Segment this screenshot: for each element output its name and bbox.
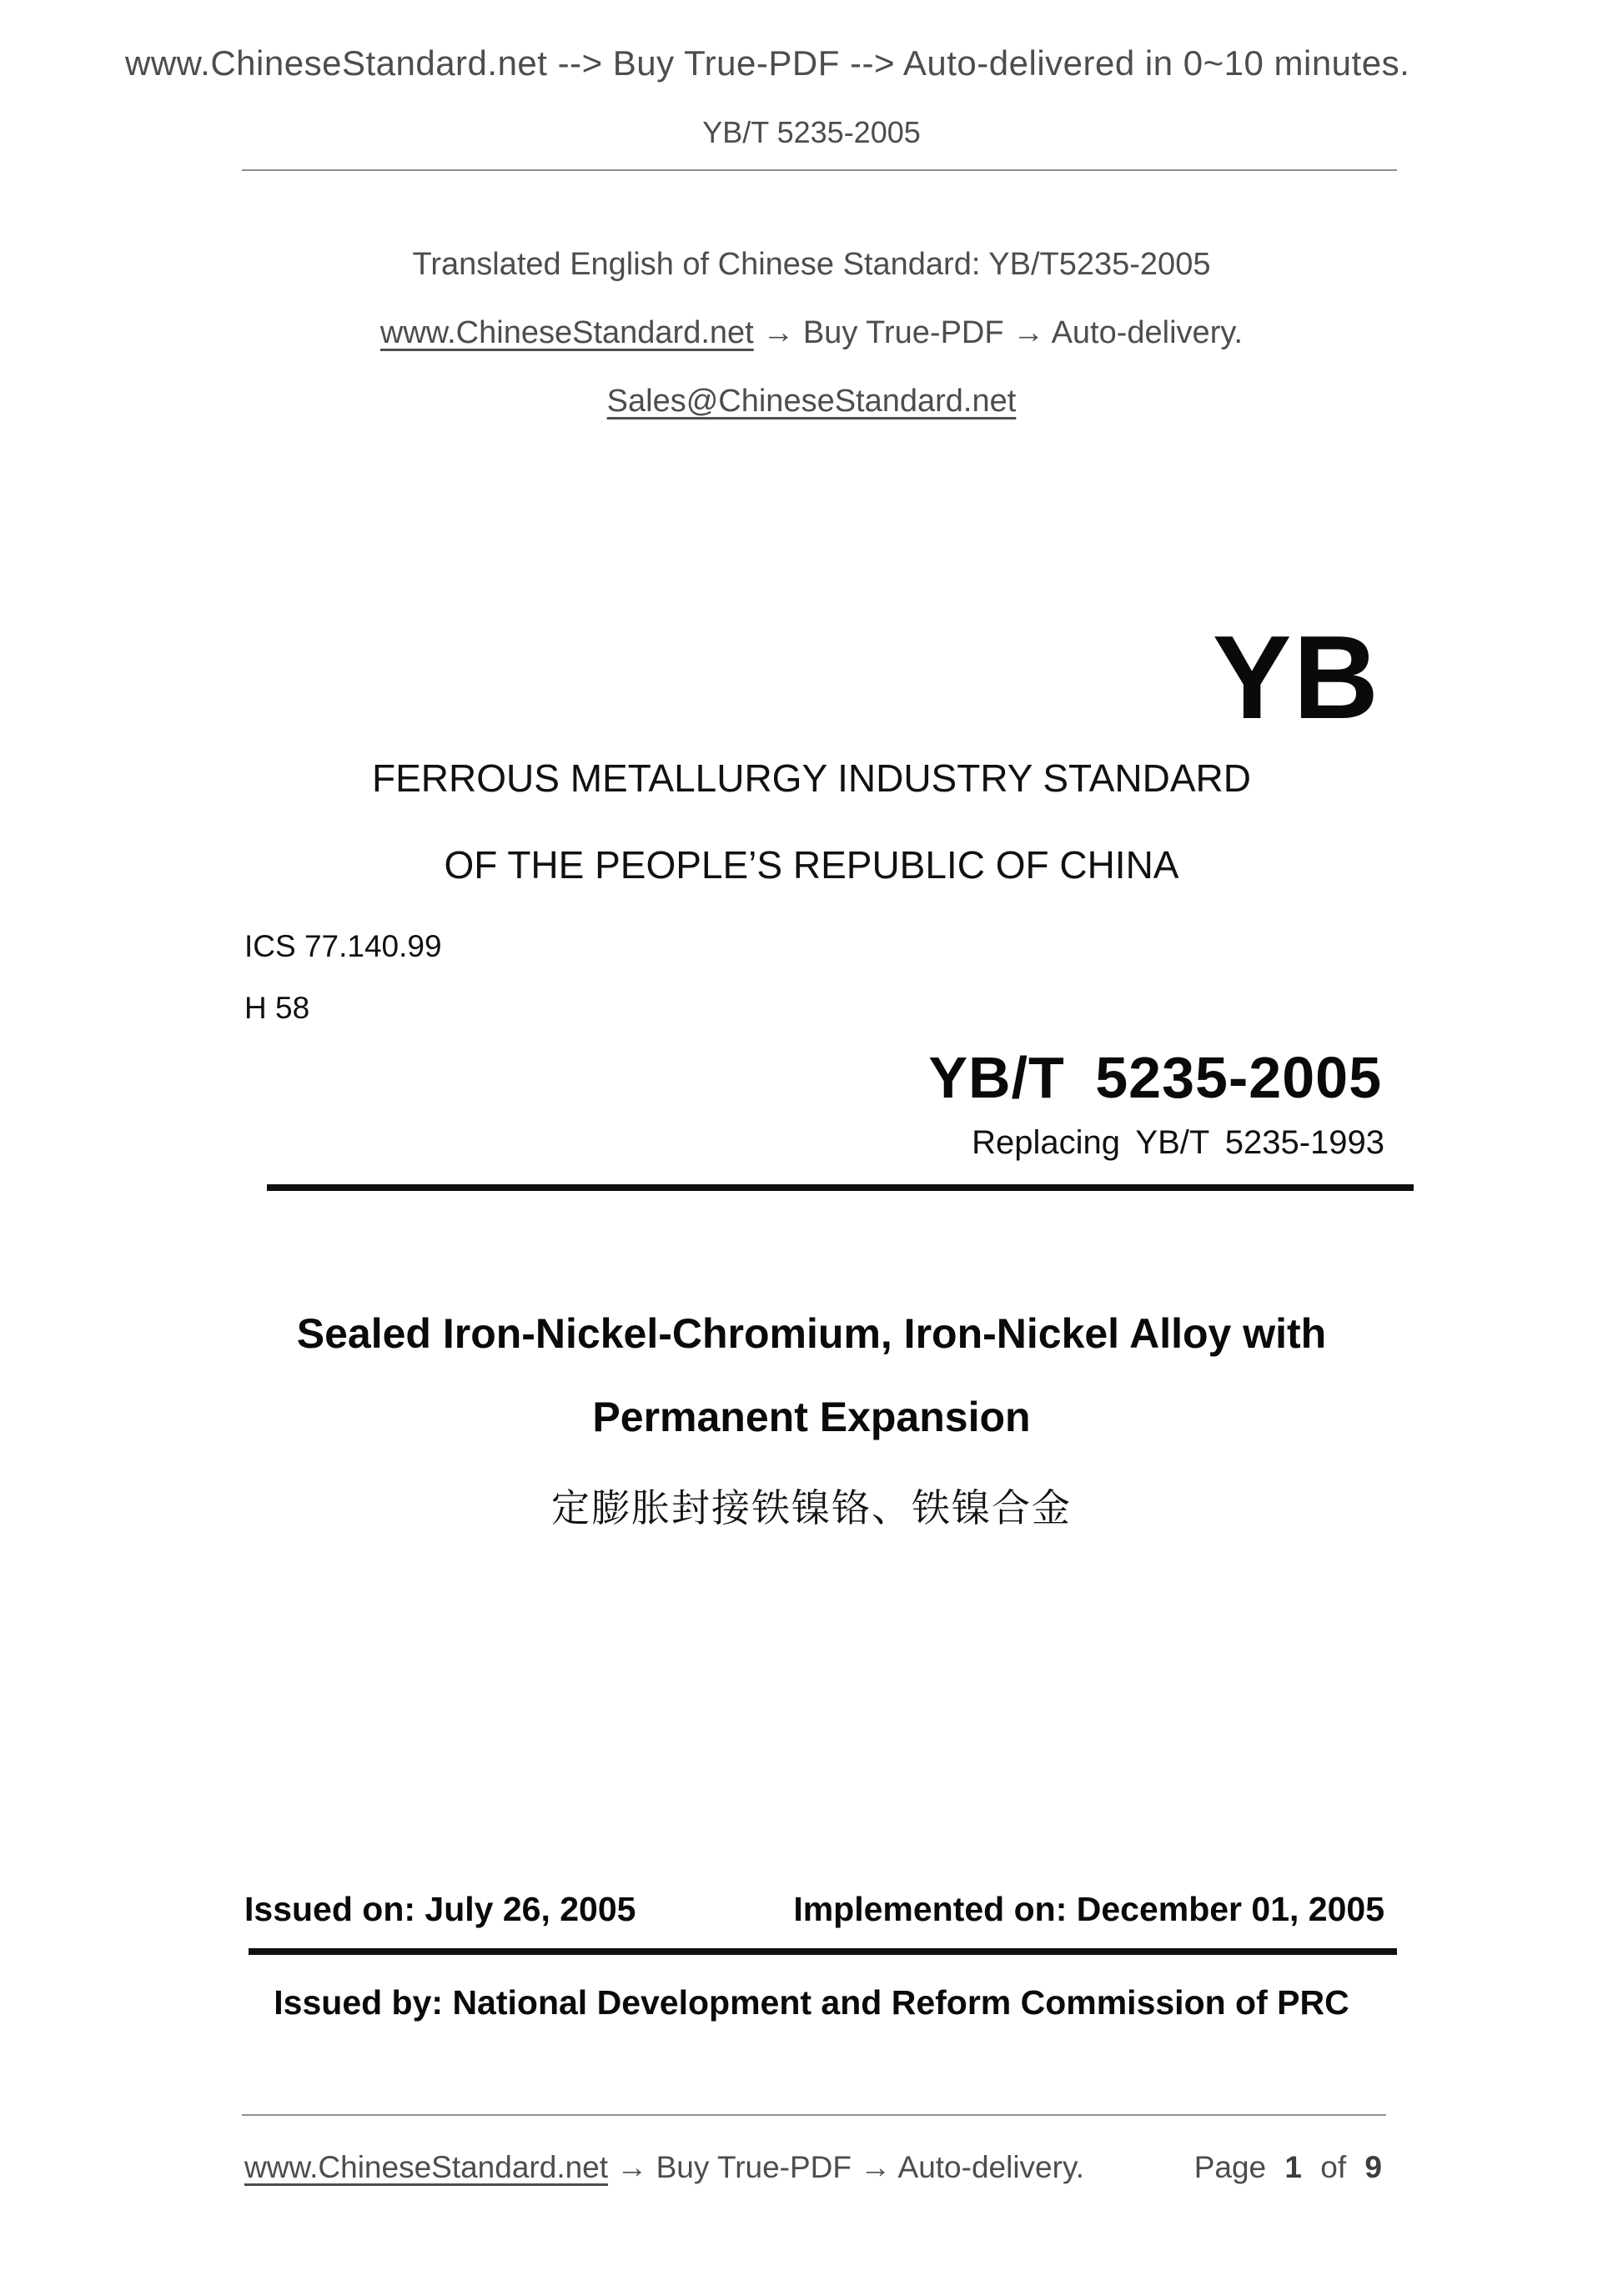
- document-title-line1: Sealed Iron-Nickel-Chromium, Iron-Nickel Alloy with: [296, 1310, 1327, 1357]
- header-doc-code: YB/T 5235-2005: [702, 115, 921, 149]
- classification-code: H 58: [244, 991, 310, 1025]
- yb-logo: YB: [1212, 611, 1380, 744]
- page-total: 9: [1364, 2150, 1382, 2184]
- buy-pdf-line: [0, 315, 1623, 351]
- footer-chinesestandard-link[interactable]: www.ChineseStandard.net: [244, 2150, 609, 2184]
- buy-pdf-line-rest: → Buy True-PDF → Auto-delivery.: [753, 315, 1244, 350]
- footer-row: [244, 2150, 1382, 2185]
- page-of-label: of: [1320, 2150, 1347, 2184]
- sales-email-line: [0, 384, 1623, 420]
- standard-org-line1: FERROUS METALLURGY INDUSTRY STANDARD: [372, 756, 1251, 800]
- sales-email-link[interactable]: Sales@ChineseStandard.net: [606, 384, 1017, 419]
- implemented-on-date: Implemented on: December 01, 2005: [793, 1890, 1384, 1928]
- replacing-note: Replacing YB/T 5235-1993: [972, 1124, 1384, 1161]
- page-label: Page: [1193, 2150, 1267, 2184]
- document-title-line2: Permanent Expansion: [592, 1394, 1031, 1440]
- page-indicator: [1194, 2150, 1382, 2185]
- dates-divider-rule: [249, 1948, 1397, 1955]
- footer-buy-line-rest: → Buy True-PDF → Auto-delivery.: [608, 2150, 1084, 2184]
- footer-buy-line: [244, 2150, 1084, 2185]
- header-tagline: www.ChineseStandard.net --> Buy True-PDF --> Auto-delivered in 0~10 minutes.: [125, 43, 1410, 83]
- standard-number: YB/T 5235-2005: [928, 1045, 1382, 1110]
- standard-number-rule: [267, 1184, 1414, 1191]
- dates-row: [244, 1890, 1384, 1929]
- header-divider-rule: [242, 169, 1397, 171]
- document-title-chinese: 定膨胀封接铁镍铬、铁镍合金: [551, 1486, 1072, 1530]
- standard-org-line2: OF THE PEOPLE’S REPUBLIC OF CHINA: [444, 843, 1179, 887]
- ics-code: ICS 77.140.99: [244, 929, 442, 963]
- issued-by-line: Issued by: National Development and Reform Commission of PRC: [274, 1983, 1349, 2022]
- chinesestandard-link[interactable]: www.ChineseStandard.net: [379, 315, 754, 350]
- translated-standard-line: Translated English of Chinese Standard: YB/T5235-2005: [412, 247, 1211, 282]
- page-current: 1: [1284, 2150, 1302, 2184]
- footer-divider-rule: [242, 2114, 1386, 2116]
- issued-on-date: Issued on: July 26, 2005: [244, 1890, 636, 1928]
